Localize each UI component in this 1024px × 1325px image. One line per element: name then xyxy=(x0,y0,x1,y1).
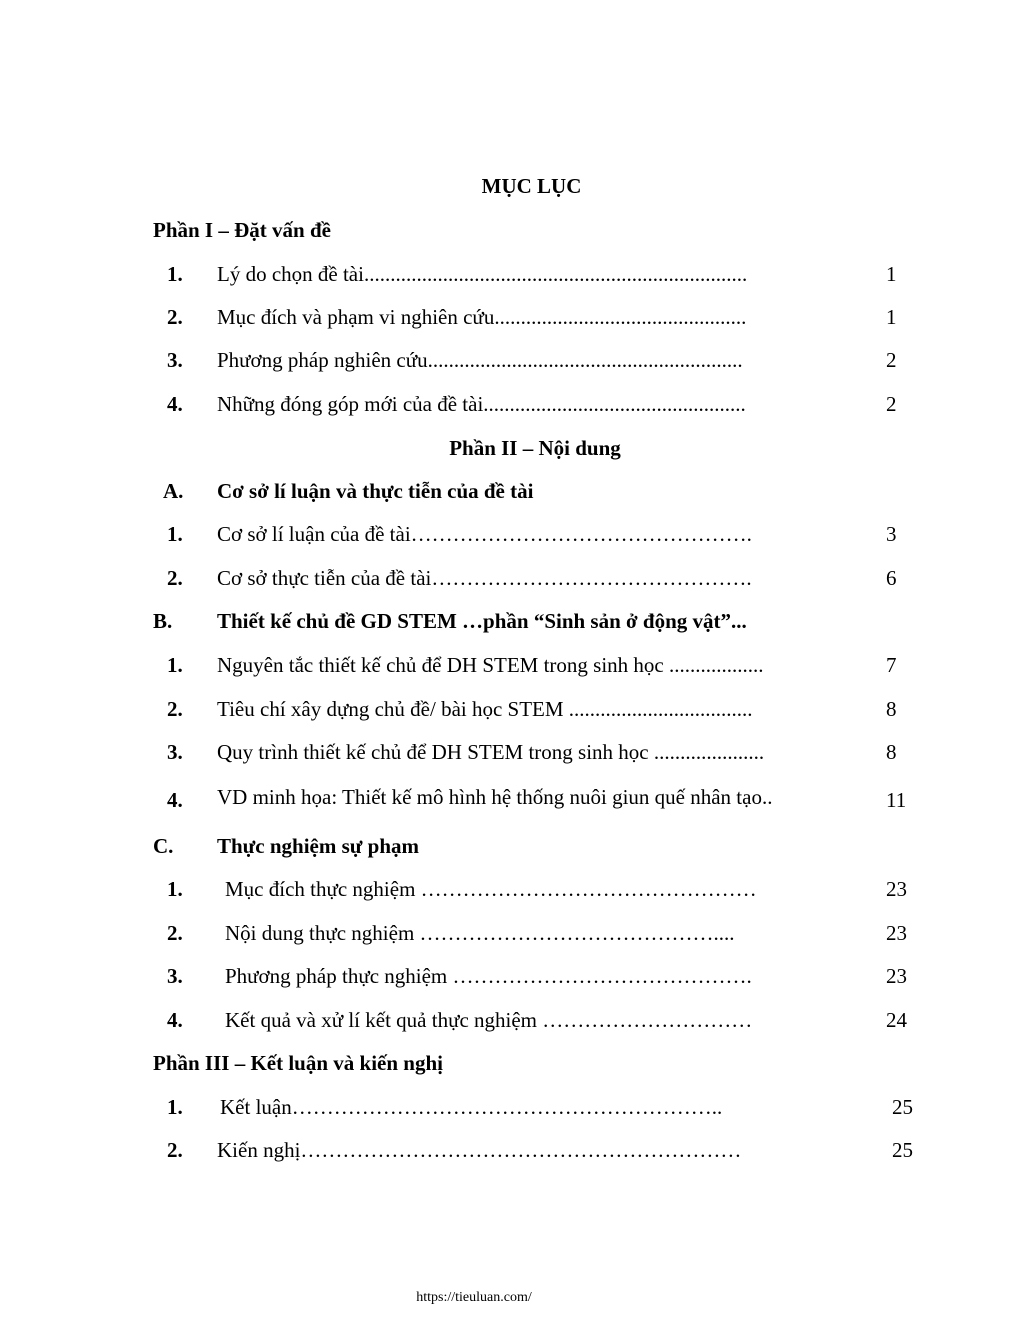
entry-text: Cơ sở thực tiễn của đề tài………………………………………. xyxy=(217,566,752,590)
toc-entry xyxy=(0,566,1024,594)
section-heading xyxy=(0,834,1024,862)
entry-text: Mục đích thực nghiệm ………………………………………… xyxy=(225,877,757,901)
entry-page-number: 2 xyxy=(886,348,897,372)
entry-text: Kết quả và xử lí kết quả thực nghiệm ………………………… xyxy=(225,1008,753,1032)
entry-number: 2. xyxy=(167,921,183,945)
entry-number: 4. xyxy=(167,392,183,416)
entry-text: Tiêu chí xây dựng chủ đề/ bài học STEM ................................... xyxy=(217,697,753,721)
entry-text: Phương pháp nghiên cứu............................................................ xyxy=(217,348,743,372)
toc-entry xyxy=(0,305,1024,333)
part1-heading: Phần I – Đặt vấn đề xyxy=(153,218,331,242)
entry-number: 2. xyxy=(167,697,183,721)
entry-page-number: 1 xyxy=(886,305,897,329)
entry-text: Nguyên tắc thiết kế chủ để DH STEM trong sinh học .................. xyxy=(217,653,764,677)
section-title: Thực nghiệm sự phạm xyxy=(217,834,419,858)
entry-text: VD minh họa: Thiết kế mô hình hệ thống nuôi giun quế nhân tạo.. xyxy=(217,785,773,809)
entry-page-number: 2 xyxy=(886,392,897,416)
toc-entry xyxy=(0,697,1024,725)
entry-number: 2. xyxy=(167,305,183,329)
entry-page-number: 8 xyxy=(886,740,897,764)
entry-text: Nội dung thực nghiệm …………………………………….... xyxy=(225,921,735,945)
toc-entry xyxy=(0,785,1024,813)
toc-title: MỤC LỤC xyxy=(481,174,582,198)
entry-number: 3. xyxy=(167,740,183,764)
toc-entry xyxy=(0,740,1024,768)
toc-entry xyxy=(0,877,1024,905)
toc-entry xyxy=(0,522,1024,550)
part3-heading: Phần III – Kết luận và kiến nghị xyxy=(153,1051,444,1075)
toc-entry xyxy=(0,1138,1024,1166)
entry-text: Những đóng góp mới của đề tài.................................................. xyxy=(217,392,746,416)
toc-entry xyxy=(0,1095,1024,1123)
section-letter: C. xyxy=(153,834,174,858)
entry-text: Kết luận…………………………………………………….. xyxy=(220,1095,723,1119)
entry-text: Quy trình thiết kế chủ để DH STEM trong sinh học ..................... xyxy=(217,740,765,764)
toc-entry xyxy=(0,921,1024,949)
entry-page-number: 23 xyxy=(886,877,907,901)
entry-page-number: 11 xyxy=(886,788,907,812)
toc-entry xyxy=(0,1008,1024,1036)
entry-text: Lý do chọn đề tài......................................................................... xyxy=(217,262,748,286)
entry-number: 1. xyxy=(167,522,183,546)
entry-number: 2. xyxy=(167,566,183,590)
entry-number: 1. xyxy=(167,1095,183,1119)
toc-entry xyxy=(0,262,1024,290)
entry-number: 3. xyxy=(167,964,183,988)
section-heading xyxy=(0,479,1024,507)
footer-url: https://tieuluan.com/ xyxy=(416,1290,532,1305)
section-heading xyxy=(0,609,1024,637)
entry-number: 4. xyxy=(167,1008,183,1032)
toc-entry xyxy=(0,348,1024,376)
entry-page-number: 6 xyxy=(886,566,897,590)
entry-text: Kiến nghị……………………………………………………… xyxy=(217,1138,742,1162)
entry-number: 3. xyxy=(167,348,183,372)
entry-number: 1. xyxy=(167,653,183,677)
toc-entry xyxy=(0,392,1024,420)
toc-entry xyxy=(0,964,1024,992)
entry-page-number: 23 xyxy=(886,964,907,988)
entry-number: 4. xyxy=(167,788,183,812)
entry-page-number: 8 xyxy=(886,697,897,721)
section-letter: A. xyxy=(163,479,184,503)
entry-number: 2. xyxy=(167,1138,183,1162)
entry-text: Mục đích và phạm vi nghiên cứu................................................ xyxy=(217,305,747,329)
section-title: Cơ sở lí luận và thực tiễn của đề tài xyxy=(217,479,534,503)
toc-entry xyxy=(0,653,1024,681)
entry-number: 1. xyxy=(167,877,183,901)
entry-text: Phương pháp thực nghiệm ……………………………………. xyxy=(225,964,752,988)
entry-page-number: 1 xyxy=(886,262,897,286)
section-title: Thiết kế chủ đề GD STEM …phần “Sinh sản ở động vật”... xyxy=(217,609,747,633)
entry-page-number: 3 xyxy=(886,522,897,546)
entry-page-number: 24 xyxy=(886,1008,907,1032)
entry-text: Cơ sở lí luận của đề tài…………………………………………. xyxy=(217,522,752,546)
entry-page-number: 7 xyxy=(886,653,897,677)
entry-number: 1. xyxy=(167,262,183,286)
entry-page-number: 25 xyxy=(892,1138,913,1162)
section-letter: B. xyxy=(153,609,173,633)
entry-page-number: 23 xyxy=(886,921,907,945)
part2-heading: Phần II – Nội dung xyxy=(449,436,621,460)
entry-page-number: 25 xyxy=(892,1095,913,1119)
